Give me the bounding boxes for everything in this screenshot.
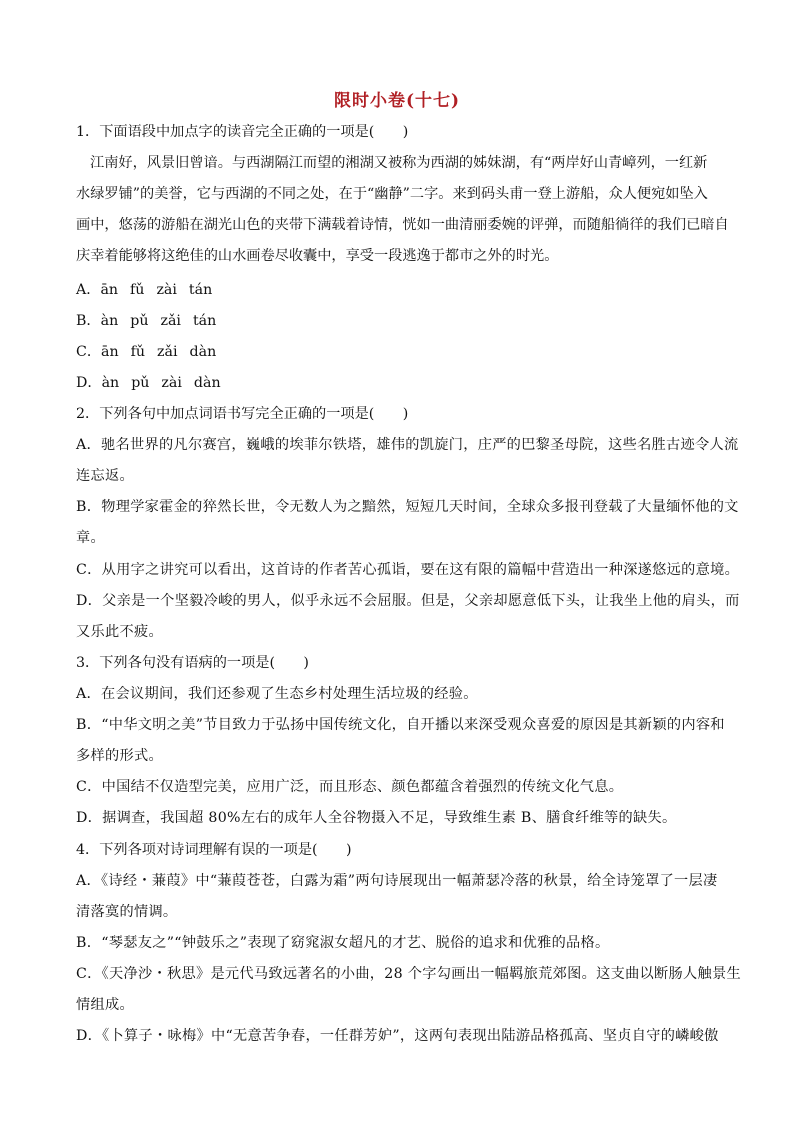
pinyin: ān [101,344,119,360]
passage-line: 庆幸着能够将这绝佳的山水画卷尽收囊中，享受一段逃逸于都市之外的时光。 [76,248,559,264]
pinyin: dàn [193,375,221,391]
option-line: A．《诗经・蒹葭》中“蒹葭苍苍，白露为霜”两句诗展现出一幅萧瑟冷落的秋景，给全诗笼罩了一层凄 [76,873,718,889]
option-c [76,342,228,362]
question-4-stem: 4．下列各项对诗词理解有误的一项是( ) [76,842,352,858]
option-line: 又乐此不疲。 [76,624,163,640]
option-line: 章。 [76,530,105,546]
passage-line: 水绿罗铺”的美誉，它与西湖的不同之处，在于“幽静”二字。来到码头甫一登上游船，众人便宛如坠入 [76,186,708,202]
option-b [76,311,228,331]
question-1-stem: 1．下面语段中加点字的读音完全正确的一项是( ) [76,124,409,140]
option-line: B．“琴瑟友之”“钟鼓乐之”表现了窈窕淑女超凡的才艺、脱俗的追求和优雅的品格。 [76,935,610,951]
option-line: C．《天净沙・秋思》是元代马致远著名的小曲，28 个字勾画出一幅羁旅荒郊图。这支曲以断肠人触景生 [76,966,741,982]
option-line: B．“中华文明之美”节目致力于弘扬中国传统文化，自开播以来深受观众喜爱的原因是其新颖的内容和 [76,717,725,733]
question-3-stem: 3．下列各句没有语病的一项是( ) [76,655,309,671]
pinyin: tán [188,282,213,298]
pinyin: zǎi [157,344,178,360]
option-line: 情组成。 [76,997,134,1013]
option-line: A．驰名世界的凡尔赛宫，巍峨的埃菲尔铁塔，雄伟的凯旋门，庄严的巴黎圣母院，这些名胜古迹令人流 [76,437,739,453]
option-label: B． [76,313,101,329]
pinyin: zài [156,282,177,298]
pinyin: àn [100,313,119,329]
question-2-stem: 2．下列各句中加点词语书写完全正确的一项是( ) [76,406,409,422]
passage-line: 江南好，风景旧曾谙。与西湖隔江而望的湘湖又被称为西湖的姊妹湖，有“两岸好山青嶂列，一红新 [90,155,708,171]
pinyin: fǔ [130,282,145,298]
pinyin: zǎi [160,313,181,329]
pinyin: pǔ [130,313,149,329]
pinyin: pǔ [131,375,150,391]
option-line: D．《卜算子・咏梅》中“无意苦争春，一任群芳妒”，这两句表现出陆游品格孤高、坚贞自守的嶙峻傲 [76,1028,719,1044]
option-line: 连忘返。 [76,468,134,484]
pinyin: ān [100,282,119,298]
pinyin: tán [192,313,217,329]
option-line: D．父亲是一个坚毅冷峻的男人，似乎永远不会屈服。但是，父亲却愿意低下头，让我坐上他的肩头，而 [76,593,740,609]
option-a [76,280,224,300]
option-label: C． [76,344,102,360]
option-label: D． [76,375,102,391]
option-line: 多样的形式。 [76,748,163,764]
option-line: C．中国结不仅造型完美，应用广泛，而且形态、颜色都蕴含着强烈的传统文化气息。 [76,779,624,795]
pinyin: zài [161,375,182,391]
option-line: 清落寞的情调。 [76,904,178,920]
option-line: B．物理学家霍金的猝然长世，令无数人为之黯然，短短几天时间，全球众多报刊登载了大量缅怀他的文 [76,499,739,515]
option-line: C．从用字之讲究可以看出，这首诗的作者苦心孤诣，要在这有限的篇幅中营造出一种深遂悠远的意境。 [76,562,740,578]
option-d [76,373,233,393]
pinyin: àn [101,375,120,391]
page-title: 限时小卷(十七) [333,91,461,111]
option-label: A． [76,282,101,298]
option-line: A．在会议期间，我们还参观了生态乡村处理生活垃圾的经验。 [76,686,478,702]
passage-line: 画中，悠荡的游船在湖光山色的夹带下满载着诗情，恍如一曲清丽委婉的评弹，而随船徜徉的我们已暗自 [76,217,729,233]
pinyin: fǔ [130,344,146,360]
option-line: D．据调查，我国超 80%左右的成年人全谷物摄入不足，导致维生素 B、膳食纤维等的缺失。 [76,810,677,826]
pinyin: dàn [189,344,217,360]
